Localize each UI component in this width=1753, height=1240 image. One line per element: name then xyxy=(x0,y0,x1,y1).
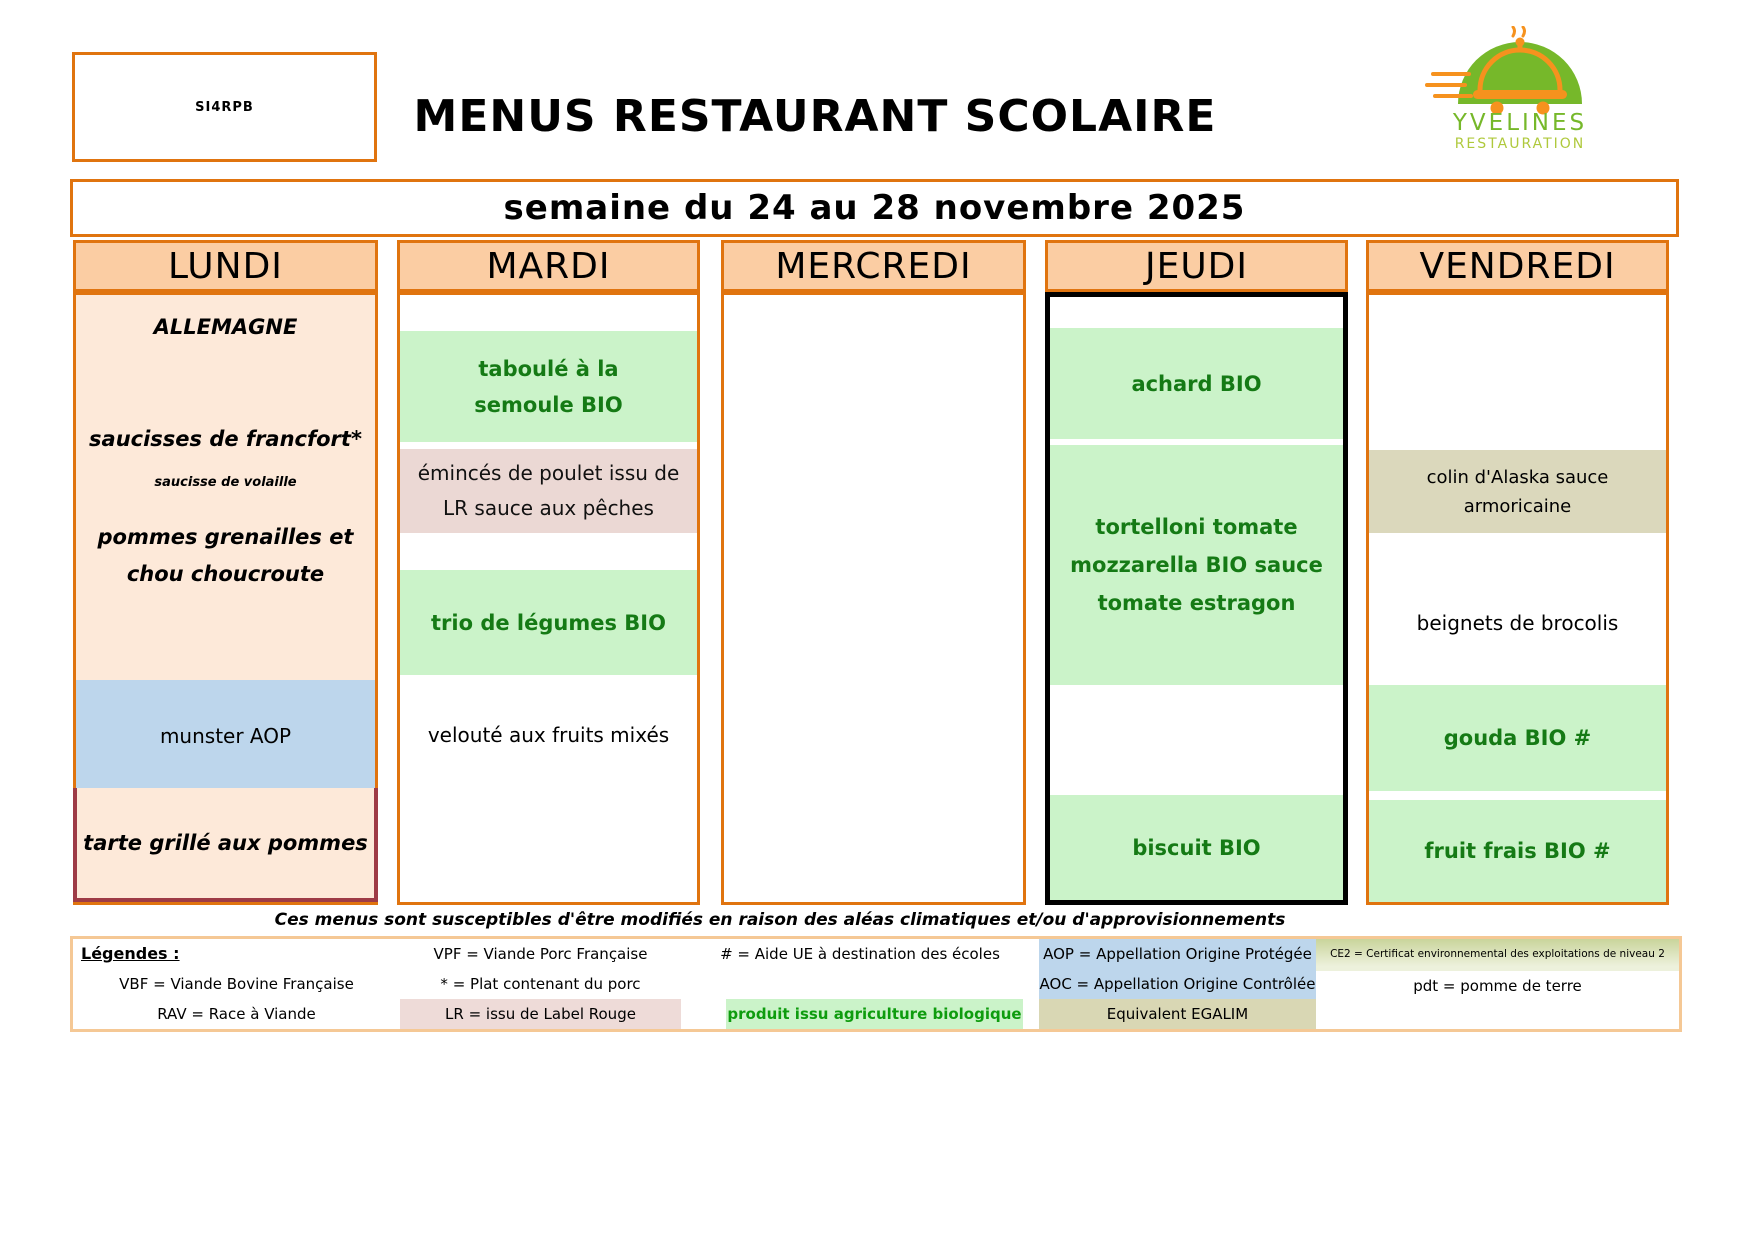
legend-entry-label-rouge: LR = issu de Label Rouge xyxy=(400,999,681,1029)
menu-item: munster AOP xyxy=(76,680,375,791)
legend-entry-pdt: pdt = pomme de terre xyxy=(1413,976,1582,995)
menu-item: achard BIO xyxy=(1050,328,1343,439)
menu-item-text: colin d'Alaska sauce armoricaine xyxy=(1426,466,1609,517)
menu-item xyxy=(1369,450,1666,533)
menu-item: velouté aux fruits mixés xyxy=(427,723,670,747)
legend-entry-egalim: Equivalent EGALIM xyxy=(1039,999,1316,1029)
logo-graphic xyxy=(1425,26,1600,154)
menu-item: biscuit BIO xyxy=(1050,795,1343,900)
legend-entry-aide-ue: # = Aide UE à destination des écoles xyxy=(720,944,1000,963)
menu-item: fruit frais BIO # xyxy=(1369,800,1666,902)
menu-item: émincés de poulet issu de LR sauce aux pêches xyxy=(400,449,697,533)
menu-item: tarte grillé aux pommes xyxy=(73,788,378,902)
yvelines-restauration-logo xyxy=(1425,26,1600,154)
menu-item: ALLEMAGNE xyxy=(153,315,298,339)
site-code-box xyxy=(72,52,377,162)
menu-item: beignets de brocolis xyxy=(1416,610,1619,635)
day-column-jeudi xyxy=(1045,292,1348,905)
site-code: SI4RPB xyxy=(195,99,254,115)
legend-entry-vbf: VBF = Viande Bovine Française xyxy=(119,974,354,993)
menu-item: tortelloni tomate mozzarella BIO sauce tomate estragon xyxy=(1050,445,1343,685)
logo-tray xyxy=(1473,90,1567,99)
menu-item: saucisse de volaille xyxy=(154,475,297,490)
legend-title: Légendes : xyxy=(81,944,180,963)
week-title: semaine du 24 au 28 novembre 2025 xyxy=(503,188,1246,228)
day-header-lundi: LUNDI xyxy=(73,240,378,292)
menu-item: trio de légumes BIO xyxy=(400,570,697,675)
legend-entry-bio: produit issu agriculture biologique xyxy=(726,999,1023,1029)
menu-item: gouda BIO # xyxy=(1369,685,1666,791)
day-header-jeudi: JEUDI xyxy=(1045,240,1348,292)
menu-item: pommes grenailles et chou choucroute xyxy=(97,525,354,586)
menu-item: saucisses de francfort* xyxy=(89,427,362,451)
legend-box xyxy=(70,936,1682,1032)
disclaimer-note: Ces menus sont susceptibles d'être modifiés en raison des aléas climatiques et/ou d'approvisionnements xyxy=(274,910,1286,930)
legend-entry-aop: AOP = Appellation Origine Protégée xyxy=(1039,939,1316,969)
menu-item: taboulé à la semoule BIO xyxy=(400,331,697,442)
legend-entry-aoc: AOC = Appellation Origine Contrôlée xyxy=(1039,969,1316,999)
day-header-mardi: MARDI xyxy=(397,240,700,292)
legend-entry-ce2: CE2 = Certificat environnemental des exploitations de niveau 2 xyxy=(1316,939,1679,971)
day-column-vendredi xyxy=(1366,292,1669,905)
logo-subtitle: RESTAURATION xyxy=(1454,136,1586,152)
day-column-lundi xyxy=(73,292,378,905)
logo-cloche-knob xyxy=(1516,38,1525,47)
logo-wordmark: YVELINES xyxy=(1452,110,1588,136)
legend-entry-rav: RAV = Race à Viande xyxy=(157,1004,316,1023)
day-column-mercredi xyxy=(721,292,1026,905)
page-title: MENUS RESTAURANT SCOLAIRE xyxy=(413,91,1217,142)
day-column-mardi xyxy=(397,292,700,905)
day-header-mercredi: MERCREDI xyxy=(721,240,1026,292)
legend-entry-vpf: VPF = Viande Porc Française xyxy=(433,944,648,963)
legend-entry-porc: * = Plat contenant du porc xyxy=(440,974,641,993)
day-header-vendredi: VENDREDI xyxy=(1366,240,1669,292)
week-banner xyxy=(70,179,1679,237)
